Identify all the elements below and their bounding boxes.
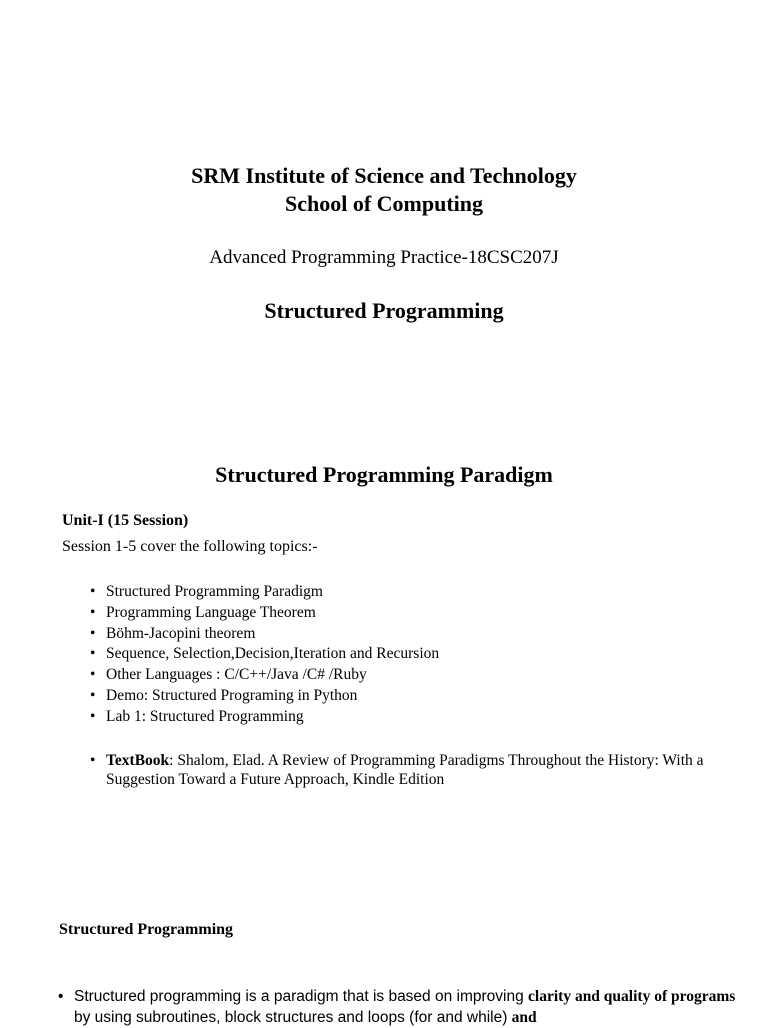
list-item: • Structured Programming Paradigm	[80, 582, 740, 603]
list-item: • Other Languages : C/C++/Java /C# /Ruby	[80, 665, 740, 686]
bullet-icon: •	[58, 988, 64, 1005]
section2-title: Structured Programming	[59, 921, 234, 938]
textbook-label: TextBook	[106, 752, 170, 769]
school-name: School of Computing	[284, 191, 484, 216]
bullet-icon: •	[90, 686, 96, 704]
textbook-reference	[80, 751, 720, 789]
section-title: Structured Programming Paradigm	[215, 462, 553, 487]
list-item: • Böhm-Jacopini theorem	[80, 624, 740, 645]
bullet-icon: •	[90, 752, 96, 769]
topic-list	[80, 582, 740, 728]
list-item: • Sequence, Selection,Decision,Iteration and Recursion	[80, 644, 740, 665]
structured-programming-paragraph: • Structured programming is a paradigm that is based on improving clarity and quality of programs by using subroutines, block structures and loops (for and while) and	[58, 988, 736, 1026]
list-item: • Demo: Structured Programing in Python	[80, 686, 740, 707]
bullet-icon: •	[90, 707, 96, 725]
bullet-icon: •	[90, 603, 96, 621]
session-intro: Session 1-5 cover the following topics:-	[62, 538, 318, 555]
bullet-icon: •	[90, 645, 96, 663]
institute-name: SRM Institute of Science and Technology	[191, 163, 577, 188]
textbook-citation: : Shalom, Elad. A Review of Programming Paradigms Throughout the History: With a Suggestion Toward a Future Approach, Kindle Edition	[106, 752, 704, 788]
course-title: Advanced Programming Practice-18CSC207J	[209, 247, 559, 268]
list-item: • Lab 1: Structured Programming	[80, 707, 740, 728]
list-item: • Programming Language Theorem	[80, 603, 740, 624]
bullet-icon: •	[90, 666, 96, 684]
bullet-icon: •	[90, 583, 96, 600]
topic-title: Structured Programming	[264, 298, 504, 323]
unit-label: Unit-I (15 Session)	[62, 512, 189, 529]
bullet-icon: •	[90, 624, 96, 642]
